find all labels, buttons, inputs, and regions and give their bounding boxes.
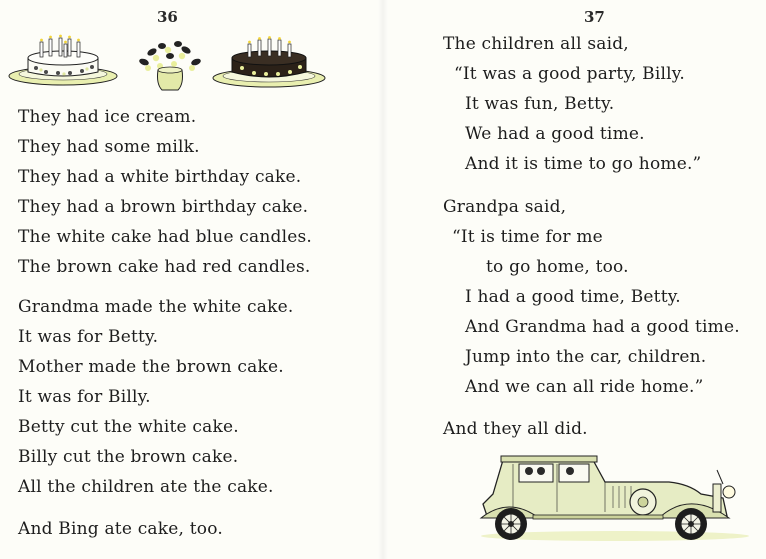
flower-vase-icon	[132, 38, 208, 94]
text-line: “It is time for me	[452, 227, 603, 247]
text-line: And Bing ate cake, too.	[18, 519, 223, 539]
text-line: I had a good time, Betty.	[465, 287, 681, 307]
text-line: They had ice cream.	[18, 107, 197, 127]
text-line: They had a white birthday cake.	[18, 167, 302, 187]
page-number-right: 37	[584, 8, 605, 26]
right-page	[383, 0, 766, 559]
text-line: And they all did.	[443, 419, 588, 439]
text-line: The brown cake had red candles.	[18, 257, 311, 277]
text-line: Jump into the car, children.	[465, 347, 707, 367]
text-line: Grandpa said,	[443, 197, 567, 217]
text-line: “It was a good party, Billy.	[454, 64, 685, 84]
brown-cake-icon	[210, 36, 328, 90]
text-line: It was for Betty.	[18, 327, 159, 347]
text-line: We had a good time.	[465, 124, 645, 144]
text-line: They had some milk.	[18, 137, 200, 157]
text-line: They had a brown birthday cake.	[18, 197, 309, 217]
text-line: The children all said,	[443, 34, 629, 54]
text-line: And it is time to go home.”	[465, 154, 702, 174]
text-line: Billy cut the brown cake.	[18, 447, 239, 467]
car-icon	[473, 452, 751, 544]
text-line: And Grandma had a good time.	[465, 317, 740, 337]
text-line: Grandma made the white cake.	[18, 297, 294, 317]
text-line: All the children ate the cake.	[18, 477, 274, 497]
text-line: The white cake had blue candles.	[18, 227, 313, 247]
text-line: to go home, too.	[486, 257, 629, 277]
text-line: Mother made the brown cake.	[18, 357, 284, 377]
page-number-left: 36	[157, 8, 178, 26]
text-line: It was fun, Betty.	[465, 94, 615, 114]
text-line: And we can all ride home.”	[465, 377, 704, 397]
white-cake-icon	[6, 34, 120, 88]
text-line: Betty cut the white cake.	[18, 417, 239, 437]
text-line: It was for Billy.	[18, 387, 151, 407]
